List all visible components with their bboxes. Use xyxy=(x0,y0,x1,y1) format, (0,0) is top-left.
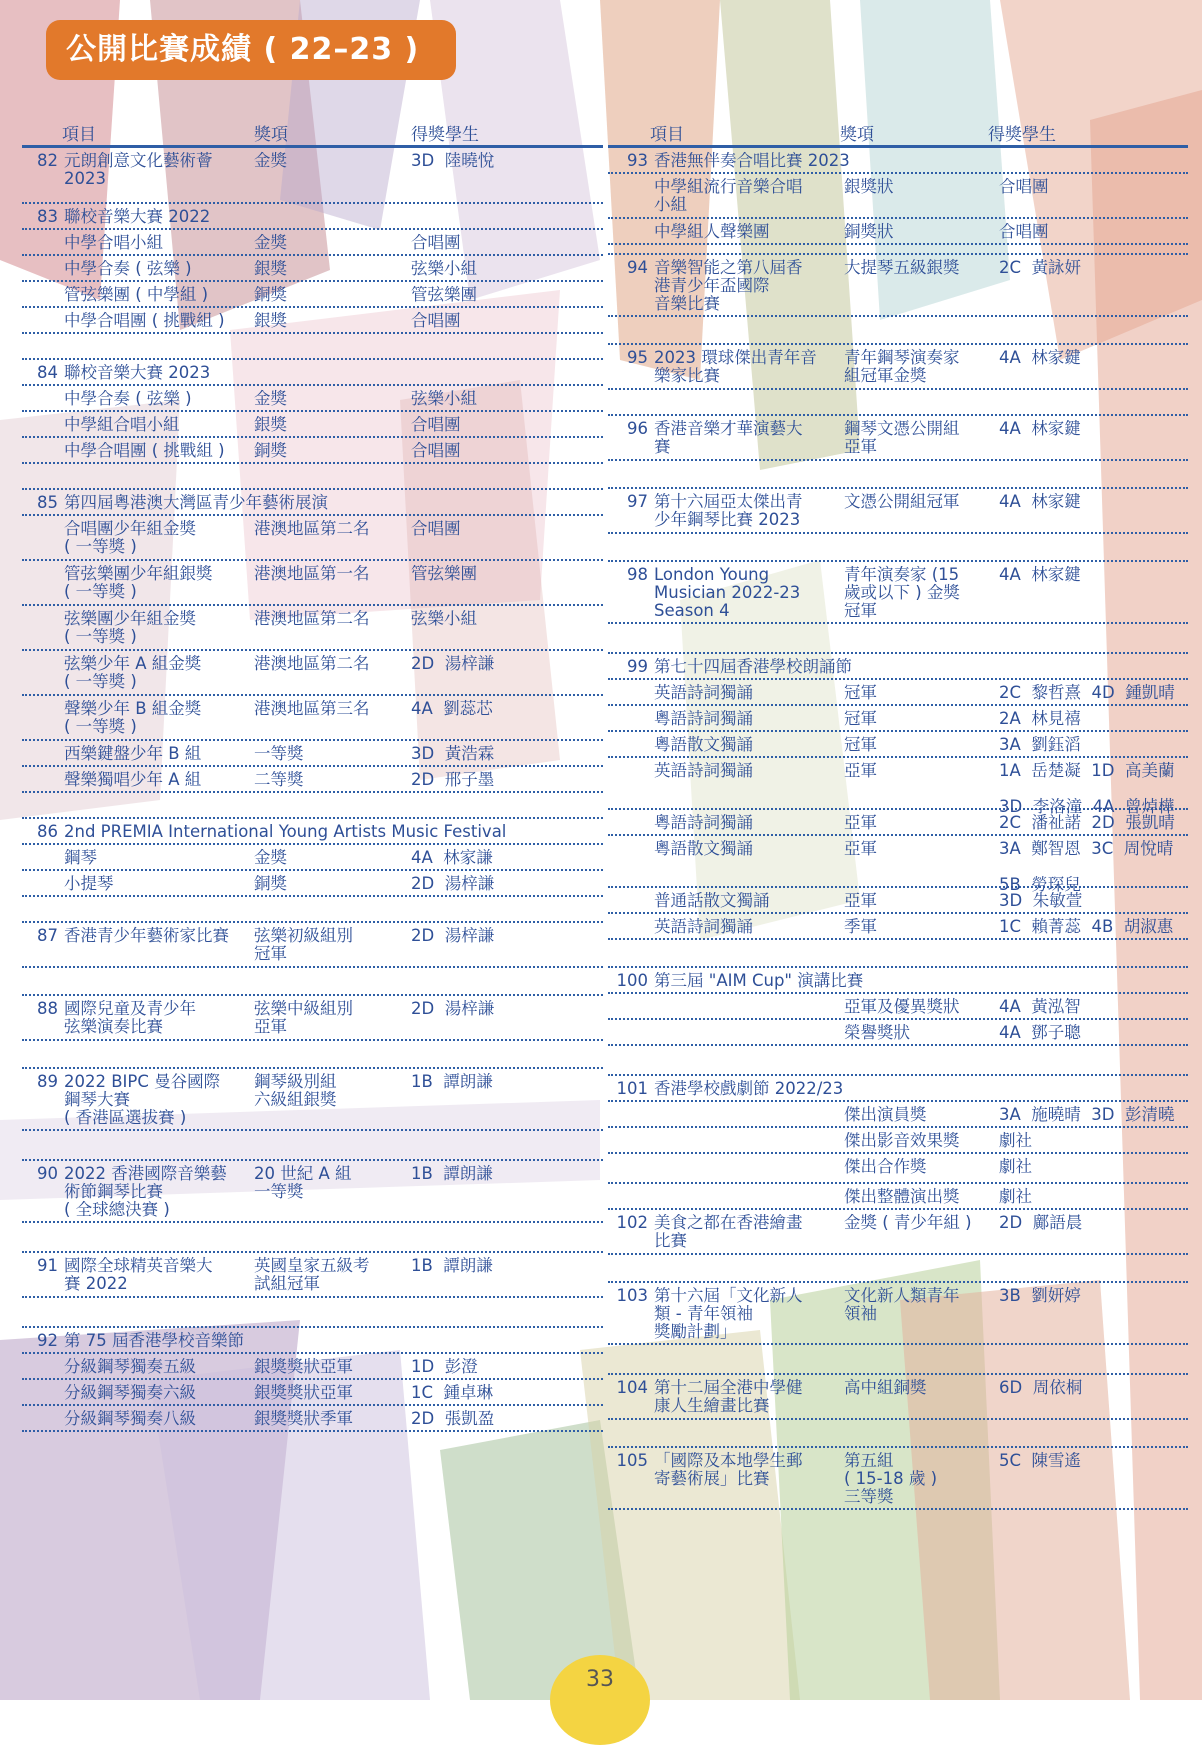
award-name: 銀獎 xyxy=(254,415,287,434)
competition-name: 聲樂獨唱少年 A 組 xyxy=(64,770,202,789)
table-row xyxy=(22,1223,603,1253)
award-name: 銅獎 xyxy=(254,285,287,304)
competition-name: 粵語詩詞獨誦 xyxy=(654,813,753,832)
award-name: 亞軍 xyxy=(844,839,877,858)
competition-name: 香港學校戲劇節 2022/23 xyxy=(654,1079,844,1098)
competition-name: 西樂鍵盤少年 B 組 xyxy=(64,744,202,763)
table-row xyxy=(608,489,1188,534)
student-name: 1D 彭澄 xyxy=(411,1357,478,1376)
award-name: 青年演奏家 (15 歲或以下 ) 金獎 冠軍 xyxy=(844,565,960,620)
student-name: 合唱團 xyxy=(411,441,461,460)
competition-name: 分級鋼琴獨奏六級 xyxy=(64,1383,196,1402)
competition-name: 中學合唱團 ( 挑戰組 ) xyxy=(64,441,225,460)
award-name: 港澳地區第二名 xyxy=(254,609,370,628)
table-row xyxy=(608,1375,1188,1420)
student-name: 合唱團 xyxy=(411,519,461,538)
award-name: 大提琴五級銀獎 xyxy=(844,258,960,277)
competition-name: 第十六屆「文化新人 類 - 青年領袖 獎勵計劃」 xyxy=(654,1286,803,1341)
competition-name: 管弦樂團 ( 中學組 ) xyxy=(64,285,209,304)
entry-number: 82 xyxy=(37,151,58,170)
table-row xyxy=(22,230,603,256)
table-row xyxy=(22,1041,603,1069)
table-row xyxy=(608,245,1188,255)
table-row xyxy=(22,1131,603,1161)
entry-number: 99 xyxy=(627,657,648,676)
table-row xyxy=(608,1154,1188,1184)
table-row xyxy=(608,1420,1188,1448)
competition-name: 合唱團少年組金獎 ( 一等獎 ) xyxy=(64,519,196,556)
table-row xyxy=(22,1069,603,1131)
student-name: 1A 岳楚凝 1D 高美蘭 3D 李洛潼 4A 曾焯樺 xyxy=(999,761,1175,816)
table-row xyxy=(608,1210,1188,1255)
award-name: 榮譽獎狀 xyxy=(844,1023,910,1042)
table-row xyxy=(608,888,1188,914)
table-row xyxy=(22,819,603,845)
award-name: 傑出整體演出獎 xyxy=(844,1187,960,1206)
student-name: 2C 潘祉諾 2D 張凱晴 xyxy=(999,813,1175,832)
award-name: 英國皇家五級考 試組冠軍 xyxy=(254,1256,370,1293)
award-name: 二等獎 xyxy=(254,770,304,789)
student-name: 2D 鄺語晨 xyxy=(999,1213,1083,1232)
table-row xyxy=(22,606,603,651)
award-name: 冠軍 xyxy=(844,683,877,702)
table-row xyxy=(608,758,1188,816)
table-row xyxy=(608,1076,1188,1102)
student-name: 2C 黃詠妍 xyxy=(999,258,1082,277)
table-row xyxy=(22,516,603,561)
competition-name: 中學合奏 ( 弦樂 ) xyxy=(64,259,192,278)
student-name: 弦樂小組 xyxy=(411,259,477,278)
competition-name: 第十六屆亞太傑出青 少年鋼琴比賽 2023 xyxy=(654,492,803,529)
table-row xyxy=(22,308,603,334)
student-name: 合唱團 xyxy=(999,222,1049,241)
table-row xyxy=(22,386,603,412)
student-name: 劇社 xyxy=(999,1131,1032,1150)
table-row xyxy=(22,334,603,360)
award-name: 文化新人類青年 領袖 xyxy=(844,1286,960,1323)
competition-name: 鋼琴 xyxy=(64,848,97,867)
table-row xyxy=(22,1406,603,1432)
award-name: 亞軍 xyxy=(844,891,877,910)
table-row xyxy=(22,845,603,871)
competition-name: 2022 BIPC 曼谷國際 鋼琴大賽 ( 香港區選拔賽 ) xyxy=(64,1072,221,1127)
table-row xyxy=(608,219,1188,245)
table-row xyxy=(608,914,1188,940)
award-name: 鋼琴文憑公開組 亞軍 xyxy=(844,419,960,456)
competition-name: 粵語散文獨誦 xyxy=(654,735,753,754)
table-row xyxy=(608,1448,1188,1510)
competition-name: 美食之都在香港繪畫 比賽 xyxy=(654,1213,803,1250)
competition-name: 聲樂少年 B 組金獎 ( 一等獎 ) xyxy=(64,699,202,736)
table-row xyxy=(608,706,1188,732)
competition-name: 英語詩詞獨誦 xyxy=(654,917,753,936)
table-row xyxy=(608,461,1188,489)
table-row xyxy=(608,1255,1188,1283)
award-name: 文憑公開組冠軍 xyxy=(844,492,960,511)
results-column-right xyxy=(608,120,1188,1510)
entry-number: 84 xyxy=(37,363,58,382)
award-name: 傑出影音效果獎 xyxy=(844,1131,960,1150)
table-row xyxy=(22,1328,603,1354)
table-row xyxy=(608,624,1188,654)
award-name: 港澳地區第二名 xyxy=(254,654,370,673)
competition-name: 中學組人聲樂團 xyxy=(654,222,770,241)
competition-name: 「國際及本地學生郵 寄藝術展」比賽 xyxy=(654,1451,803,1488)
competition-name: 弦樂少年 A 組金獎 ( 一等獎 ) xyxy=(64,654,202,691)
student-name: 3A 鄭智恩 3C 周悅晴 5B 勞琛兒 xyxy=(999,839,1174,894)
competition-name: 聯校音樂大賽 2022 xyxy=(64,207,211,226)
entry-number: 101 xyxy=(616,1079,648,1098)
entry-number: 91 xyxy=(37,1256,58,1275)
entry-number: 95 xyxy=(627,348,648,367)
table-row xyxy=(608,836,1188,894)
student-name: 3A 劉鈺滔 xyxy=(999,735,1081,754)
page-title: 公開比賽成績 ( 22–23 ) xyxy=(46,20,456,80)
header-award: 獎項 xyxy=(840,125,874,145)
entry-number: 87 xyxy=(37,926,58,945)
table-row xyxy=(22,1354,603,1380)
student-name: 2D 邢子墨 xyxy=(411,770,495,789)
student-name: 管弦樂團 xyxy=(411,564,477,583)
table-row xyxy=(22,741,603,767)
competition-name: 中學合唱小組 xyxy=(64,233,163,252)
table-row xyxy=(22,923,603,968)
award-name: 高中組銅獎 xyxy=(844,1378,927,1397)
header-student: 得獎學生 xyxy=(411,125,479,145)
table-row xyxy=(22,1253,603,1298)
column-header xyxy=(22,120,603,148)
award-name: 港澳地區第三名 xyxy=(254,699,370,718)
table-row xyxy=(22,1161,603,1223)
award-name: 金獎 xyxy=(254,848,287,867)
table-row xyxy=(608,345,1188,390)
table-row xyxy=(608,1020,1188,1046)
competition-name: 中學組流行音樂合唱 小組 xyxy=(654,177,803,214)
award-name: 銅獎 xyxy=(254,874,287,893)
student-name: 1C 鍾卓琳 xyxy=(411,1383,494,1402)
award-name: 季軍 xyxy=(844,917,877,936)
entry-number: 89 xyxy=(37,1072,58,1091)
entry-number: 104 xyxy=(616,1378,648,1397)
column-header xyxy=(608,120,1188,148)
award-name: 港澳地區第一名 xyxy=(254,564,370,583)
table-row xyxy=(22,651,603,696)
award-name: 金獎 xyxy=(254,233,287,252)
award-name: 銀獎 xyxy=(254,311,287,330)
student-name: 4A 林家鍵 xyxy=(999,492,1081,511)
student-name: 3A 施曉晴 3D 彭清曉 xyxy=(999,1105,1175,1124)
student-name: 合唱團 xyxy=(411,233,461,252)
table-row xyxy=(608,317,1188,345)
table-row xyxy=(608,1184,1188,1210)
award-name: 第五組 ( 15-18 歲 ) 三等獎 xyxy=(844,1451,938,1506)
student-name: 4A 黃泓智 xyxy=(999,997,1081,1016)
competition-name: 中學合唱團 ( 挑戰組 ) xyxy=(64,311,225,330)
table-row xyxy=(608,654,1188,680)
entry-number: 103 xyxy=(616,1286,648,1305)
student-name: 1C 賴菁蕊 4B 胡淑惠 xyxy=(999,917,1174,936)
competition-name: 音樂智能之第八屆香 港青少年盃國際 音樂比賽 xyxy=(654,258,803,313)
student-name: 4A 林家鍵 xyxy=(999,565,1081,584)
competition-name: 香港青少年藝術家比賽 xyxy=(64,926,229,945)
table-row xyxy=(22,282,603,308)
competition-name: 聯校音樂大賽 2023 xyxy=(64,363,211,382)
competition-name: 普通話散文獨誦 xyxy=(654,891,770,910)
header-award: 獎項 xyxy=(254,125,288,145)
student-name: 合唱團 xyxy=(411,415,461,434)
entry-number: 97 xyxy=(627,492,648,511)
table-row xyxy=(608,562,1188,624)
student-name: 1B 譚朗謙 xyxy=(411,1256,493,1275)
competition-name: 香港無伴奏合唱比賽 2023 xyxy=(654,151,850,170)
table-row xyxy=(22,996,603,1041)
table-row xyxy=(608,680,1188,706)
entry-number: 93 xyxy=(627,151,648,170)
table-row xyxy=(608,1102,1188,1128)
table-row xyxy=(608,416,1188,461)
student-name: 4A 劉蕊芯 xyxy=(411,699,493,718)
award-name: 傑出演員獎 xyxy=(844,1105,927,1124)
student-name: 4A 林家鍵 xyxy=(999,419,1081,438)
table-row xyxy=(608,1046,1188,1076)
award-name: 弦樂初級組別 冠軍 xyxy=(254,926,353,963)
competition-name: 粵語詩詞獨誦 xyxy=(654,709,753,728)
table-row xyxy=(22,490,603,516)
award-name: 銀獎獎狀亞軍 xyxy=(254,1383,353,1402)
student-name: 3D 朱敏萱 xyxy=(999,891,1083,910)
table-row xyxy=(608,255,1188,317)
table-row xyxy=(22,1380,603,1406)
competition-name: 英語詩詞獨誦 xyxy=(654,683,753,702)
table-row xyxy=(22,1298,603,1328)
entry-number: 83 xyxy=(37,207,58,226)
competition-name: 粵語散文獨誦 xyxy=(654,839,753,858)
competition-name: 英語詩詞獨誦 xyxy=(654,761,753,780)
award-name: 金獎 xyxy=(254,151,287,170)
table-row xyxy=(608,148,1188,174)
award-name: 銅獎 xyxy=(254,441,287,460)
award-name: 銅獎狀 xyxy=(844,222,894,241)
award-name: 亞軍及優異獎狀 xyxy=(844,997,960,1016)
entry-number: 100 xyxy=(616,971,648,990)
table-row xyxy=(22,204,603,230)
student-name: 3D 黃浩霖 xyxy=(411,744,495,763)
table-row xyxy=(22,767,603,793)
table-row xyxy=(608,174,1188,219)
award-name: 冠軍 xyxy=(844,709,877,728)
competition-name: 第七十四屆香港學校朗誦節 xyxy=(654,657,852,676)
table-row xyxy=(608,534,1188,562)
table-row xyxy=(608,1345,1188,1375)
table-row xyxy=(22,561,603,606)
student-name: 2A 林見禧 xyxy=(999,709,1081,728)
student-name: 劇社 xyxy=(999,1157,1032,1176)
table-row xyxy=(608,968,1188,994)
entry-number: 86 xyxy=(37,822,58,841)
competition-name: 第 75 屆香港學校音樂節 xyxy=(64,1331,244,1350)
award-name: 青年鋼琴演奏家 組冠軍金獎 xyxy=(844,348,960,385)
student-name: 合唱團 xyxy=(411,311,461,330)
entry-number: 98 xyxy=(627,565,648,584)
table-row xyxy=(608,732,1188,758)
competition-name: 國際兒童及青少年 弦樂演奏比賽 xyxy=(64,999,196,1036)
table-row xyxy=(22,256,603,282)
award-name: 亞軍 xyxy=(844,761,877,780)
student-name: 4A 鄧子聰 xyxy=(999,1023,1081,1042)
student-name: 2D 湯梓謙 xyxy=(411,926,495,945)
table-row xyxy=(608,994,1188,1020)
award-name: 鋼琴級別組 六級組銀獎 xyxy=(254,1072,337,1109)
entry-number: 102 xyxy=(616,1213,648,1232)
table-row xyxy=(22,897,603,923)
student-name: 2D 湯梓謙 xyxy=(411,999,495,1018)
competition-name: 小提琴 xyxy=(64,874,114,893)
competition-name: 元朗創意文化藝術薈 2023 xyxy=(64,151,213,188)
header-student: 得獎學生 xyxy=(988,125,1056,145)
entry-number: 85 xyxy=(37,493,58,512)
award-name: 弦樂中級組別 亞軍 xyxy=(254,999,353,1036)
student-name: 管弦樂團 xyxy=(411,285,477,304)
table-row xyxy=(608,1283,1188,1345)
student-name: 1B 譚朗謙 xyxy=(411,1072,493,1091)
header-item: 項目 xyxy=(62,125,96,145)
award-name: 冠軍 xyxy=(844,735,877,754)
award-name: 銀獎獎狀亞軍 xyxy=(254,1357,353,1376)
table-row xyxy=(608,940,1188,968)
table-row xyxy=(608,1128,1188,1154)
competition-name: 分級鋼琴獨奏八級 xyxy=(64,1409,196,1428)
competition-name: 管弦樂團少年組銀獎 ( 一等獎 ) xyxy=(64,564,213,601)
student-name: 合唱團 xyxy=(999,177,1049,196)
competition-name: 第四屆粵港澳大灣區青少年藝術展演 xyxy=(64,493,328,512)
award-name: 港澳地區第二名 xyxy=(254,519,370,538)
results-list-right xyxy=(608,148,1188,1510)
student-name: 2C 黎哲熹 4D 鍾凱晴 xyxy=(999,683,1175,702)
competition-name: 香港音樂才華演藝大 賽 xyxy=(654,419,803,456)
student-name: 2D 湯梓謙 xyxy=(411,874,495,893)
table-row xyxy=(22,464,603,490)
entry-number: 88 xyxy=(37,999,58,1018)
award-name: 金獎 ( 青少年組 ) xyxy=(844,1213,972,1232)
competition-name: 2022 香港國際音樂藝 術節鋼琴比賽 ( 全球總決賽 ) xyxy=(64,1164,227,1219)
award-name: 金獎 xyxy=(254,389,287,408)
student-name: 3D 陸曉悅 xyxy=(411,151,495,170)
competition-name: 2023 環球傑出青年音 樂家比賽 xyxy=(654,348,817,385)
entry-number: 92 xyxy=(37,1331,58,1350)
entry-number: 94 xyxy=(627,258,648,277)
student-name: 4A 林家謙 xyxy=(411,848,493,867)
header-item: 項目 xyxy=(650,125,684,145)
table-row xyxy=(608,810,1188,836)
award-name: 亞軍 xyxy=(844,813,877,832)
student-name: 6D 周依桐 xyxy=(999,1378,1083,1397)
results-list-left xyxy=(22,148,603,1432)
competition-name: 中學合奏 ( 弦樂 ) xyxy=(64,389,192,408)
competition-name: 分級鋼琴獨奏五級 xyxy=(64,1357,196,1376)
student-name: 4A 林家鍵 xyxy=(999,348,1081,367)
student-name: 5C 陳雪遙 xyxy=(999,1451,1082,1470)
award-name: 銀獎獎狀季軍 xyxy=(254,1409,353,1428)
entry-number: 105 xyxy=(616,1451,648,1470)
competition-name: 第十二屆全港中學健 康人生繪畫比賽 xyxy=(654,1378,803,1415)
table-row xyxy=(22,871,603,897)
competition-name: London Young Musician 2022-23 Season 4 xyxy=(654,565,801,620)
student-name: 3B 劉妍婷 xyxy=(999,1286,1081,1305)
competition-name: 2nd PREMIA International Young Artists Music Festival xyxy=(64,822,507,841)
student-name: 弦樂小組 xyxy=(411,389,477,408)
award-name: 20 世紀 A 組 一等獎 xyxy=(254,1164,352,1201)
table-row xyxy=(22,360,603,386)
award-name: 銀獎 xyxy=(254,259,287,278)
competition-name: 中學組合唱小組 xyxy=(64,415,180,434)
table-row xyxy=(608,390,1188,416)
award-name: 傑出合作獎 xyxy=(844,1157,927,1176)
student-name: 2D 湯梓謙 xyxy=(411,654,495,673)
table-row xyxy=(22,696,603,741)
competition-name: 國際全球精英音樂大 賽 2022 xyxy=(64,1256,213,1293)
student-name: 1B 譚朗謙 xyxy=(411,1164,493,1183)
competition-name: 弦樂團少年組金獎 ( 一等獎 ) xyxy=(64,609,196,646)
results-column-left xyxy=(22,120,603,1432)
entry-number: 90 xyxy=(37,1164,58,1183)
competition-name: 第三屆 "AIM Cup" 演講比賽 xyxy=(654,971,864,990)
student-name: 劇社 xyxy=(999,1187,1032,1206)
table-row xyxy=(22,793,603,819)
table-row xyxy=(22,968,603,996)
entry-number: 96 xyxy=(627,419,648,438)
page-number: 33 xyxy=(550,1655,650,1745)
award-name: 一等獎 xyxy=(254,744,304,763)
table-row xyxy=(22,412,603,438)
student-name: 弦樂小組 xyxy=(411,609,477,628)
award-name: 銀獎狀 xyxy=(844,177,894,196)
table-row xyxy=(22,438,603,464)
table-row xyxy=(22,148,603,204)
student-name: 2D 張凱盈 xyxy=(411,1409,495,1428)
